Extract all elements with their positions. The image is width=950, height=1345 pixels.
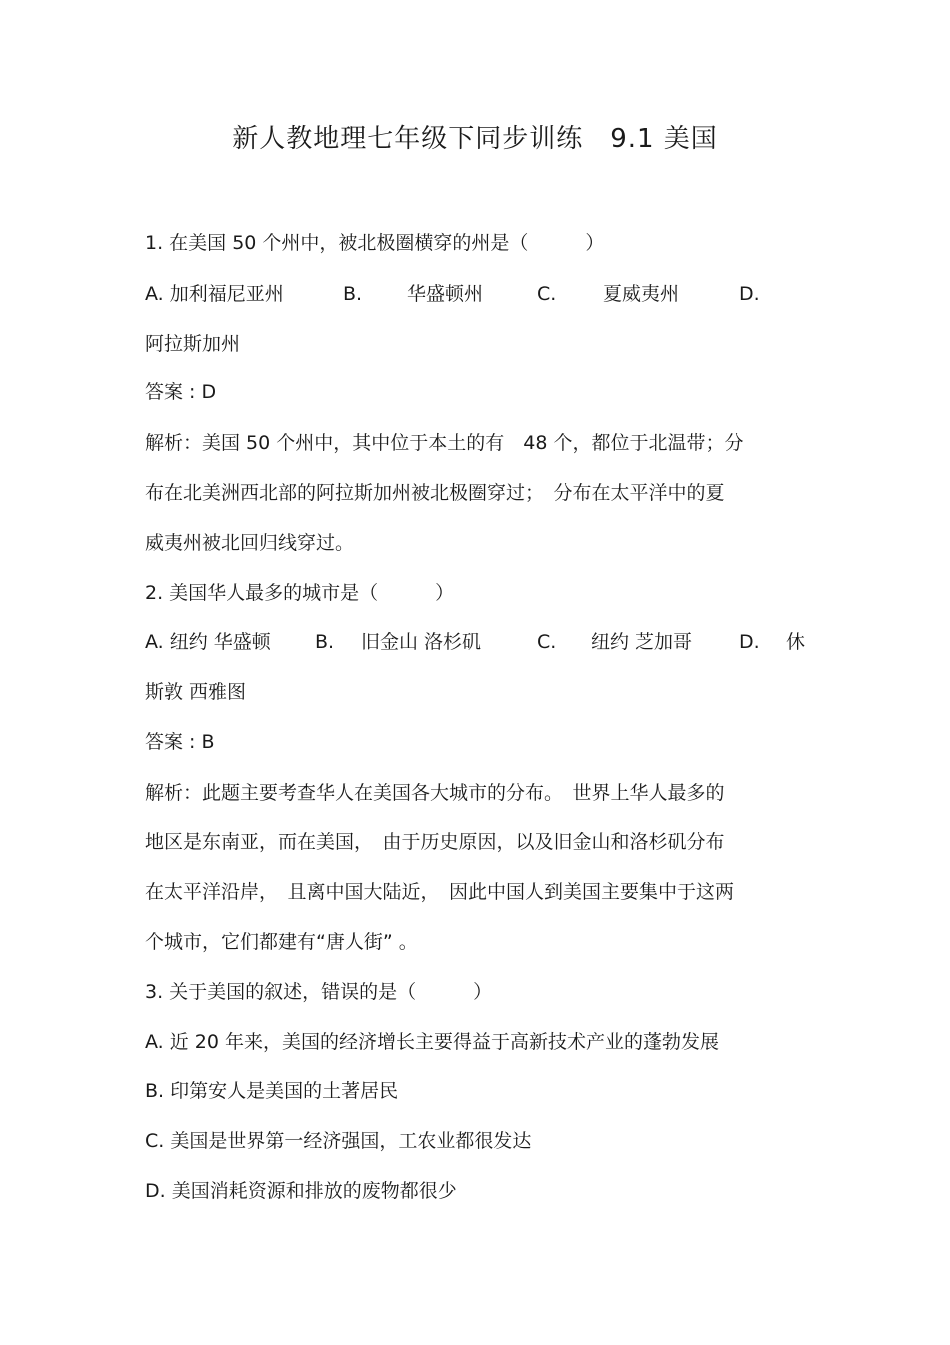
- q2-option-d-label: D.: [739, 631, 760, 653]
- q1-explanation-line-1: 解析：美国 50 个州中，其中位于本土的有 48 个，都位于北温带；分: [145, 432, 744, 454]
- q3-option-c: C. 美国是世界第一经济强国，工农业都很发达: [145, 1130, 532, 1152]
- q1-option-d-label: D.: [739, 283, 760, 305]
- q2-explanation-line-2: 地区是东南亚，而在美国， 由于历史原因，以及旧金山和洛杉矶分布: [145, 831, 725, 853]
- q2-option-d-rest: 斯敦 西雅图: [145, 681, 247, 703]
- q2-option-b-label: B.: [315, 631, 335, 653]
- q1-option-c: 夏威夷州: [603, 283, 680, 305]
- question-2-options: [145, 629, 825, 655]
- question-1-options: [145, 281, 825, 307]
- q3-option-d: D. 美国消耗资源和排放的废物都很少: [145, 1180, 457, 1202]
- q1-option-a: A. 加利福尼亚州: [145, 283, 284, 305]
- question-2-stem: 2. 美国华人最多的城市是（ ）: [145, 582, 455, 604]
- q1-explanation-line-3: 威夷州被北回归线穿过。: [145, 532, 355, 554]
- q2-option-c-label: C.: [537, 631, 557, 653]
- q2-explanation-line-3: 在太平洋沿岸， 且离中国大陆近， 因此中国人到美国主要集中于这两: [145, 881, 735, 903]
- q2-answer: 答案 : B: [145, 731, 215, 753]
- q1-option-d: 阿拉斯加州: [145, 333, 241, 355]
- q2-option-b: 旧金山 洛杉矶: [361, 631, 482, 653]
- q1-option-b-label: B.: [343, 283, 363, 305]
- q1-explanation-line-2: 布在北美洲西北部的阿拉斯加州被北极圈穿过； 分布在太平洋中的夏: [145, 482, 725, 504]
- q2-option-c: 纽约 芝加哥: [591, 631, 693, 653]
- q2-option-d-first: 休: [786, 631, 806, 653]
- q2-option-a: A. 纽约 华盛顿: [145, 631, 271, 653]
- q1-option-c-label: C.: [537, 283, 557, 305]
- q2-explanation-line-4: 个城市，它们都建有“唐人街” 。: [145, 931, 418, 953]
- q1-answer: 答案 : D: [145, 381, 217, 403]
- page-title: 新人教地理七年级下同步训练 9.1 美国: [232, 124, 718, 154]
- question-3-stem: 3. 关于美国的叙述，错误的是（ ）: [145, 981, 493, 1003]
- question-1-stem: 1. 在美国 50 个州中，被北极圈横穿的州是（ ）: [145, 232, 605, 254]
- q2-explanation-line-1: 解析：此题主要考查华人在美国各大城市的分布。 世界上华人最多的: [145, 782, 725, 804]
- q3-option-b: B. 印第安人是美国的土著居民: [145, 1080, 399, 1102]
- q3-option-a: A. 近 20 年来，美国的经济增长主要得益于高新技术产业的蓬勃发展: [145, 1031, 720, 1053]
- q1-option-b: 华盛顿州: [407, 283, 484, 305]
